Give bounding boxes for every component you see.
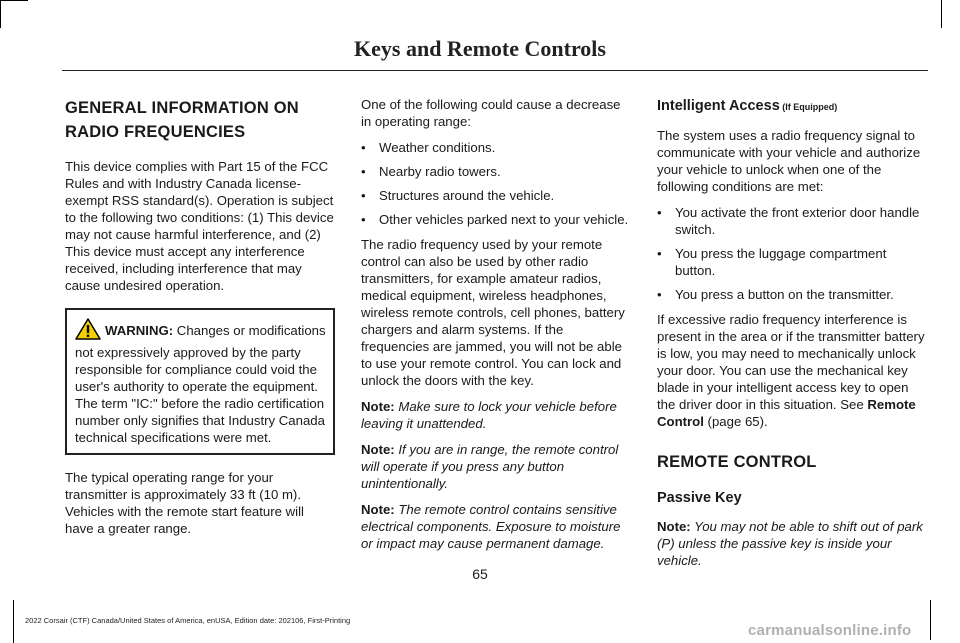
column-3 xyxy=(657,96,929,578)
column-1 xyxy=(65,96,335,546)
paragraph: If excessive radio frequency interference is present in the area or if the transmitter battery is low, you may need to mechanically unlock your door. You can use the mechanical key blade in your intelligent access key to open the driver door in this situation. See Remote Control (page 65). xyxy=(657,312,925,429)
list-item: • Weather conditions. xyxy=(361,139,631,156)
cross-reference-link[interactable]: Remote Control xyxy=(657,397,916,429)
bullet-list xyxy=(361,139,631,228)
list-item: • You press the luggage compartment button. xyxy=(657,245,929,279)
warning-box xyxy=(65,308,335,455)
header-rule xyxy=(62,70,928,71)
warning-text: Changes or modifications not expressively approved by the party responsible for compliance could void the user's authority to operate the equipment. The term "IC:" before the radio certification number only signifies that Industry Canada technical specifications were met. xyxy=(75,323,326,445)
paragraph: This device complies with Part 15 of the FCC Rules and with Industry Canada license-exempt RSS standard(s). Operation is subject to the following two conditions: (1) This device may not cause harmful interference, and (2) This device must accept any interference received, including interference that may cause undesired operation. xyxy=(65,159,334,293)
paragraph: The system uses a radio frequency signal to communicate with your vehicle and authorize your vehicle to unlock when one of the following conditions are met: xyxy=(657,128,921,194)
warning-triangle-icon xyxy=(75,318,101,344)
warning-label: WARNING: xyxy=(105,323,174,338)
edition-footer: 2022 Corsair (CTF) Canada/United States of America, enUSA, Edition date: 202106, First-Printing xyxy=(25,616,351,625)
note: Note: You may not be able to shift out of park (P) unless the passive key is inside your vehicle. xyxy=(657,519,923,568)
note: Note: The remote control contains sensitive electrical components. Exposure to moisture or impact may cause permanent damage. xyxy=(361,502,621,551)
subsection-heading: Passive Key xyxy=(657,490,742,506)
paragraph: The typical operating range for your transmitter is approximately 33 ft (10 m). Vehicles with the remote start feature will have a greater range. xyxy=(65,470,304,536)
subsection-heading: Intelligent Access (If Equipped) xyxy=(657,98,838,114)
bullet-list xyxy=(657,204,929,303)
crop-mark xyxy=(13,600,14,643)
crop-mark xyxy=(0,0,1,28)
page-header-title: Keys and Remote Controls xyxy=(354,36,606,61)
list-item: • Structures around the vehicle. xyxy=(361,187,631,204)
crop-mark xyxy=(941,0,942,28)
list-item: • You press a button on the transmitter. xyxy=(657,286,929,303)
crop-mark xyxy=(0,0,28,1)
column-2 xyxy=(361,96,631,561)
page-number: 65 xyxy=(472,566,488,582)
watermark: carmanualsonline.info xyxy=(748,622,912,639)
list-item: • You activate the front exterior door handle switch. xyxy=(657,204,929,238)
note: Note: If you are in range, the remote control will operate if you press any button unintentionally. xyxy=(361,442,619,491)
crop-mark xyxy=(930,600,931,640)
note: Note: Make sure to lock your vehicle before leaving it unattended. xyxy=(361,399,617,431)
section-heading: REMOTE CONTROL xyxy=(657,453,817,471)
list-item: • Nearby radio towers. xyxy=(361,163,631,180)
paragraph: The radio frequency used by your remote control can also be used by other radio transmitters, for example amateur radios, medical equipment, wireless headphones, wireless remote controls, cell phones, battery chargers and alarm systems. If the frequencies are jammed, you will not be able to use your remote control. You can lock and unlock the doors with the key. xyxy=(361,237,625,388)
list-item: • Other vehicles parked next to your vehicle. xyxy=(361,211,631,228)
section-heading: GENERAL INFORMATION ON RADIO FREQUENCIES xyxy=(65,99,299,141)
paragraph: One of the following could cause a decrease in operating range: xyxy=(361,97,621,129)
